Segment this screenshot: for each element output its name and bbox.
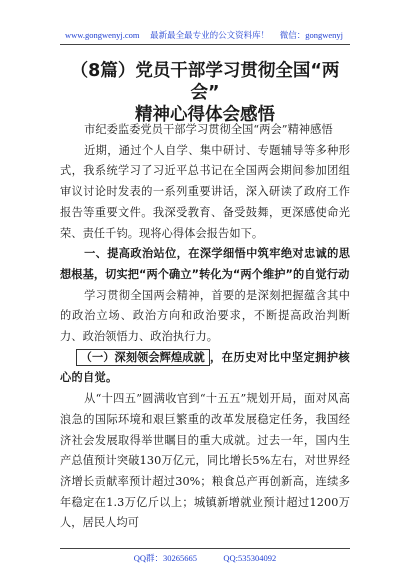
footer-qq: QQ:535304092	[223, 553, 277, 563]
header-slogan: 最新最全最专业的公文资料库！	[150, 30, 270, 40]
subsection-heading-mark: （一）深刻领会辉煌成就	[76, 349, 210, 366]
page-header	[0, 30, 408, 40]
header-site-link[interactable]: www.gongwenyj.com	[64, 30, 140, 40]
subsection-heading-1	[60, 348, 350, 389]
paragraph-section-1: 学习贯彻全国两会精神，首要的是深刻把握蕴含其中的政治立场、政治方向和政治要求，不断提高政治判断力、政治领悟力、政治执行力。	[60, 288, 350, 344]
document-subtitle: 市纪委监委党员干部学习贯彻全国“两会”精神感悟	[84, 123, 333, 136]
title-line-1: （8篇）党员干部学习贯彻全国“两会”	[70, 61, 340, 103]
footer-qq-group: QQ群：30265665	[133, 553, 198, 563]
title-line-2: 精神心得体会感悟	[135, 105, 275, 125]
paragraph-achievements: 从“十四五”圆满收官到“十五五”规划开局，面对风高浪急的国际环境和艰巨繁重的改革发展稳定任务，我国经济社会发展取得举世瞩目的重大成就。过去一年，国内生产总值预计突破130万亿元，同比增长5%左右，对世界经济增长贡献率预计超过30%；粮食总产再创新高，连续多年稳定在1.3万亿斤以上；城镇新增就业预计超过1200万人，居民人均可	[60, 392, 350, 530]
subsection-heading-rest: ，在历史对比中坚定拥护核心的自觉。	[60, 350, 350, 385]
paragraph-intro: 近期，通过个人自学、集中研讨、专题辅导等多种形式，我系统学习了习近平总书记在全国两会期间参加团组审议讨论时发表的一系列重要讲话，深入研读了政府工作报告等重要文件。我深受教育、备受鼓舞，更深感使命光荣、责任千钧。现将心得体会报告如下。	[60, 143, 350, 240]
document-body	[60, 120, 350, 534]
section-heading-1: 一、提高政治站位，在深学细悟中筑牢绝对忠诚的思想根基，切实把“两个确立”转化为“两个维护”的自觉行动	[60, 247, 350, 281]
page-footer	[60, 548, 350, 564]
header-divider	[60, 44, 350, 45]
document-title	[60, 60, 350, 126]
header-wechat: 微信：gongwenyj	[279, 30, 344, 40]
